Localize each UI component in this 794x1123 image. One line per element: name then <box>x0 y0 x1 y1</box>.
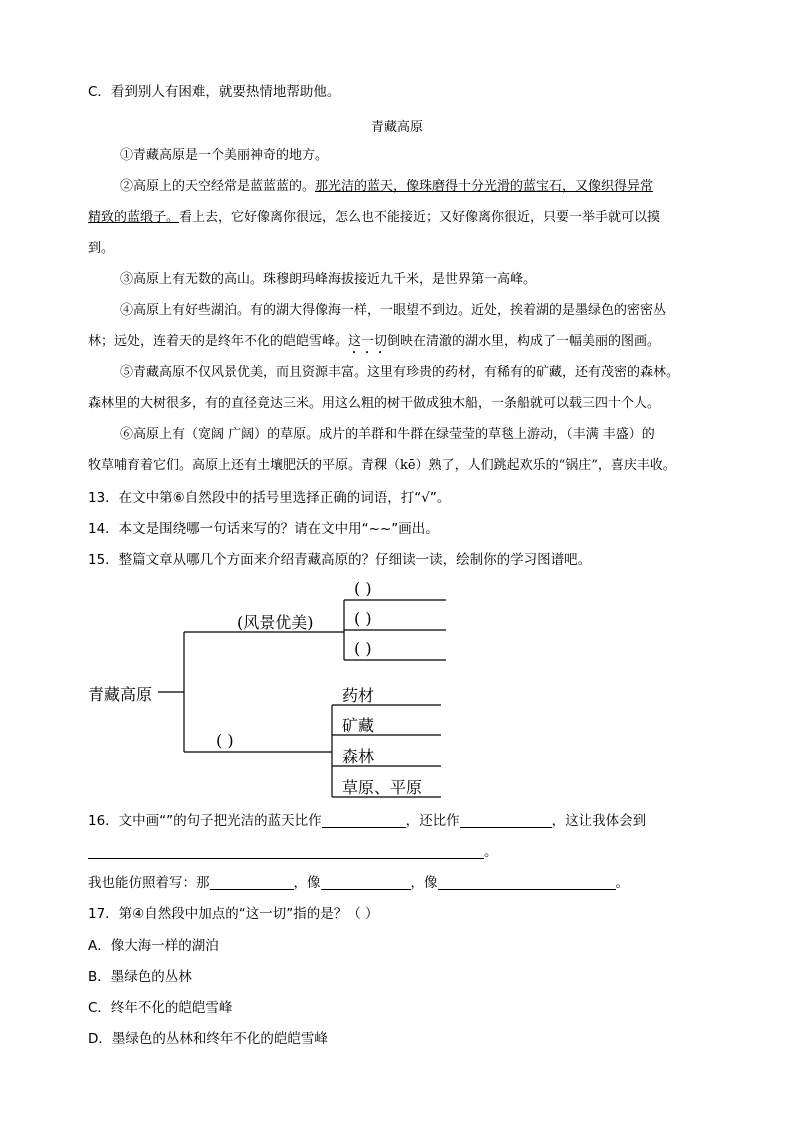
q16-blank-4[interactable] <box>210 875 294 890</box>
p2-text: ②高原上的天空经常是蓝蓝蓝的。 <box>120 179 316 194</box>
mind-map-slot-1[interactable]: ( ) <box>354 579 372 598</box>
q16-imitate-end: 。 <box>615 875 629 891</box>
q16-blank-6[interactable] <box>438 875 616 890</box>
prev-question-option-c: C．看到别人有困难，就要热情地帮助他。 <box>88 84 341 100</box>
q17-option-c[interactable]: C．终年不化的皑皑雪峰 <box>88 1000 233 1016</box>
question-16-line-2 <box>88 843 498 861</box>
p2-underlined-sentence: 那光洁的蓝天，像珠磨得十分光滑的蓝宝石，又像织得异常 <box>315 179 654 194</box>
p4-text-2: 倒映在清澈的湖水里，构成了一幅美丽的图画。 <box>387 334 661 349</box>
q16-blank-2[interactable] <box>460 813 552 828</box>
question-16-line-1 <box>88 812 646 830</box>
passage-title: 青藏高原 <box>370 120 423 135</box>
passage-paragraph-6-line-1: ⑥高原上有（宽阔 广阔）的草原。成片的羊群和牛群在绿莹莹的草毯上游动，（丰满 丰盛）的 <box>120 427 655 442</box>
passage-paragraph-3: ③高原上有无数的高山。珠穆朗玛峰海拔接近九千米，是世界第一高峰。 <box>120 272 537 287</box>
mind-map-item-medicine: 药材 <box>342 686 375 705</box>
p2-text-2: 看上去，它好像离你很远，怎么也不能接近；又好像离你很近，只要一举手就可以摸 <box>179 210 661 225</box>
passage-paragraph-5-line-2: 森林里的大树很多，有的直径竟达三米。用这么粗的树干做成独木船，一条船就可以载三四十个人。 <box>88 396 661 411</box>
passage-paragraph-5-line-1: ⑤青藏高原不仅风景优美，而且资源丰富。这里有珍贵的药材，有稀有的矿藏，还有茂密的森林。 <box>120 365 680 380</box>
mind-map-root: 青藏高原 <box>88 685 153 704</box>
q16-blank-5[interactable] <box>321 875 411 890</box>
q17-option-d[interactable]: D．墨绿色的丛林和终年不化的皑皑雪峰 <box>88 1031 328 1047</box>
question-17: 17．第④自然段中加点的“这一切”指的是？（ ） <box>88 906 379 922</box>
question-16-imitate <box>88 874 629 892</box>
mind-map-branch-2-blank[interactable]: ( ) <box>216 731 234 750</box>
mind-map-slot-2[interactable]: ( ) <box>354 609 372 628</box>
q16-like-2: ，像 <box>410 875 438 891</box>
mind-map-branch-scenery: (风景优美) <box>237 613 314 632</box>
q17-option-b[interactable]: B．墨绿色的丛林 <box>88 969 192 985</box>
p2-underlined-end: 精致的蓝缎子。 <box>88 210 180 225</box>
q16-text-2: ，还比作 <box>405 813 460 829</box>
mind-map-item-minerals: 矿藏 <box>342 716 375 735</box>
mind-map-item-forest: 森林 <box>342 747 375 766</box>
p4-dotted-phrase: 这一切 <box>348 334 388 349</box>
q17-option-a[interactable]: A．像大海一样的湖泊 <box>88 938 219 954</box>
question-14: 14．本文是围绕哪一句话来写的？请在文中用“~~”画出。 <box>88 521 439 537</box>
mind-map-item-grassland: 草原、平原 <box>342 778 423 797</box>
q16-like-1: ，像 <box>293 875 321 891</box>
q16-imitate-prefix: 我也能仿照着写：那 <box>88 875 210 891</box>
passage-paragraph-2-line-3: 到。 <box>88 241 115 256</box>
q16-text-3: ，这让我体会到 <box>551 813 647 829</box>
passage-paragraph-1: ①青藏高原是一个美丽神奇的地方。 <box>120 148 329 163</box>
question-15: 15．整篇文章从哪几个方面来介绍青藏高原的？仔细读一读，绘制你的学习图谱吧。 <box>88 552 592 568</box>
p4-text: 林；远处，连着天的是终年不化的皑皑雪峰。 <box>88 334 349 349</box>
q16-blank-3[interactable] <box>88 844 484 859</box>
question-13: 13．在文中第⑥自然段中的括号里选择正确的词语，打“√”。 <box>88 490 451 506</box>
passage-paragraph-6-line-2: 牧草哺育着它们。高原上还有土壤肥沃的平原。青稞（kē）熟了，人们跳起欢乐的“锅庄”，喜庆丰收。 <box>88 458 676 473</box>
q16-blank-1[interactable] <box>322 813 406 828</box>
passage-paragraph-4-line-1: ④高原上有好些湖泊。有的湖大得像海一样，一眼望不到边。近处，挨着湖的是墨绿色的密密丛 <box>120 303 667 318</box>
q16-end: 。 <box>484 844 498 860</box>
q16-text-1: 16．文中画“”的句子把光洁的蓝天比作 <box>88 813 322 829</box>
mind-map-slot-3[interactable]: ( ) <box>354 639 372 658</box>
